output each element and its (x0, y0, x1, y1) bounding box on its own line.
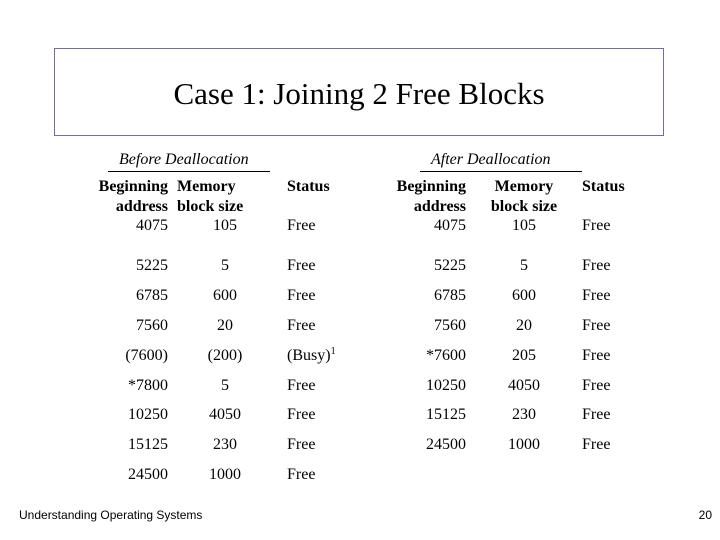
before-status-cell: Free (287, 287, 316, 304)
before-status-text: (Busy) (287, 347, 331, 364)
after-heading (420, 151, 582, 172)
before-status-header-text: Status (287, 178, 330, 195)
after-status-cell: Free (582, 406, 611, 423)
after-address-cell: 6785 (434, 287, 466, 304)
title-box (54, 48, 664, 136)
after-size-cell: 4050 (508, 377, 540, 394)
after-status-header-text: Status (582, 178, 625, 195)
footnote-marker: 1 (330, 346, 336, 357)
before-address-cell: 24500 (128, 466, 168, 483)
after-size-cell: 105 (512, 217, 536, 234)
before-status-cell: Free (287, 377, 316, 394)
after-address-cell: 5225 (434, 257, 466, 274)
before-size-header-line1: Memory (177, 178, 236, 195)
after-status-cell: Free (582, 436, 611, 453)
before-size-cell: 105 (213, 217, 237, 234)
after-address-header (378, 177, 466, 217)
after-address-cell: 15125 (426, 406, 466, 423)
after-status-cell: Free (582, 317, 611, 334)
before-address-cell: 5225 (136, 257, 168, 274)
after-status-cell: Free (582, 257, 611, 274)
before-status-cell: Free (287, 406, 316, 423)
before-status-cell (287, 347, 362, 365)
after-status-cell: Free (582, 347, 611, 364)
before-address-header-line1: Beginning (98, 178, 168, 195)
after-address-cell: 10250 (426, 377, 466, 394)
footer-course-title: Understanding Operating Systems (19, 508, 203, 522)
before-address-cell: 15125 (128, 436, 168, 453)
before-heading-text: Before Deallocation (119, 151, 249, 168)
before-size-cell: 600 (213, 287, 237, 304)
after-size-header-line2: block size (490, 198, 558, 215)
before-address-cell: 6785 (136, 287, 168, 304)
before-address-header-line2: address (115, 198, 168, 215)
before-size-header (177, 177, 267, 217)
before-address-cell: *7800 (128, 377, 168, 394)
after-size-header-line1: Memory (494, 178, 554, 195)
before-address-cell: (7600) (125, 347, 168, 364)
before-size-cell: 230 (213, 436, 237, 453)
before-status-header (287, 177, 347, 197)
before-address-cell: 7560 (136, 317, 168, 334)
before-address-cell: 10250 (128, 406, 168, 423)
after-size-cell: 600 (512, 287, 536, 304)
after-address-header-line1: Beginning (396, 178, 466, 195)
after-address-cell: *7600 (426, 347, 466, 364)
before-status-cell: Free (287, 436, 316, 453)
page-number: 20 (698, 508, 712, 522)
after-address-cell: 7560 (434, 317, 466, 334)
after-status-cell: Free (582, 217, 611, 234)
before-status-cell: Free (287, 317, 316, 334)
after-address-header-line2: address (413, 198, 466, 215)
before-status-cell: Free (287, 257, 316, 274)
before-status-cell: Free (287, 466, 316, 483)
before-address-cell: 4075 (136, 217, 168, 234)
after-size-cell: 230 (512, 406, 536, 423)
before-address-header (80, 177, 168, 217)
before-size-header-line2: block size (177, 198, 244, 215)
after-size-header (480, 177, 568, 217)
before-size-cell: 4050 (209, 406, 241, 423)
after-heading-text: After Deallocation (431, 151, 551, 168)
before-size-cell: 20 (217, 317, 233, 334)
after-status-cell: Free (582, 377, 611, 394)
slide-title: Case 1: Joining 2 Free Blocks (173, 76, 545, 111)
before-size-cell: (200) (207, 347, 243, 364)
after-size-cell: 1000 (508, 436, 540, 453)
after-address-cell: 4075 (434, 217, 466, 234)
after-size-cell: 20 (516, 317, 532, 334)
after-size-cell: 205 (512, 347, 536, 364)
after-address-cell: 24500 (426, 436, 466, 453)
before-size-cell: 5 (221, 377, 229, 394)
after-status-header (582, 177, 642, 197)
before-size-cell: 1000 (209, 466, 241, 483)
before-status-cell: Free (287, 217, 316, 234)
before-heading (108, 151, 270, 172)
after-size-cell: 5 (520, 257, 528, 274)
before-size-cell: 5 (221, 257, 229, 274)
after-status-cell: Free (582, 287, 611, 304)
